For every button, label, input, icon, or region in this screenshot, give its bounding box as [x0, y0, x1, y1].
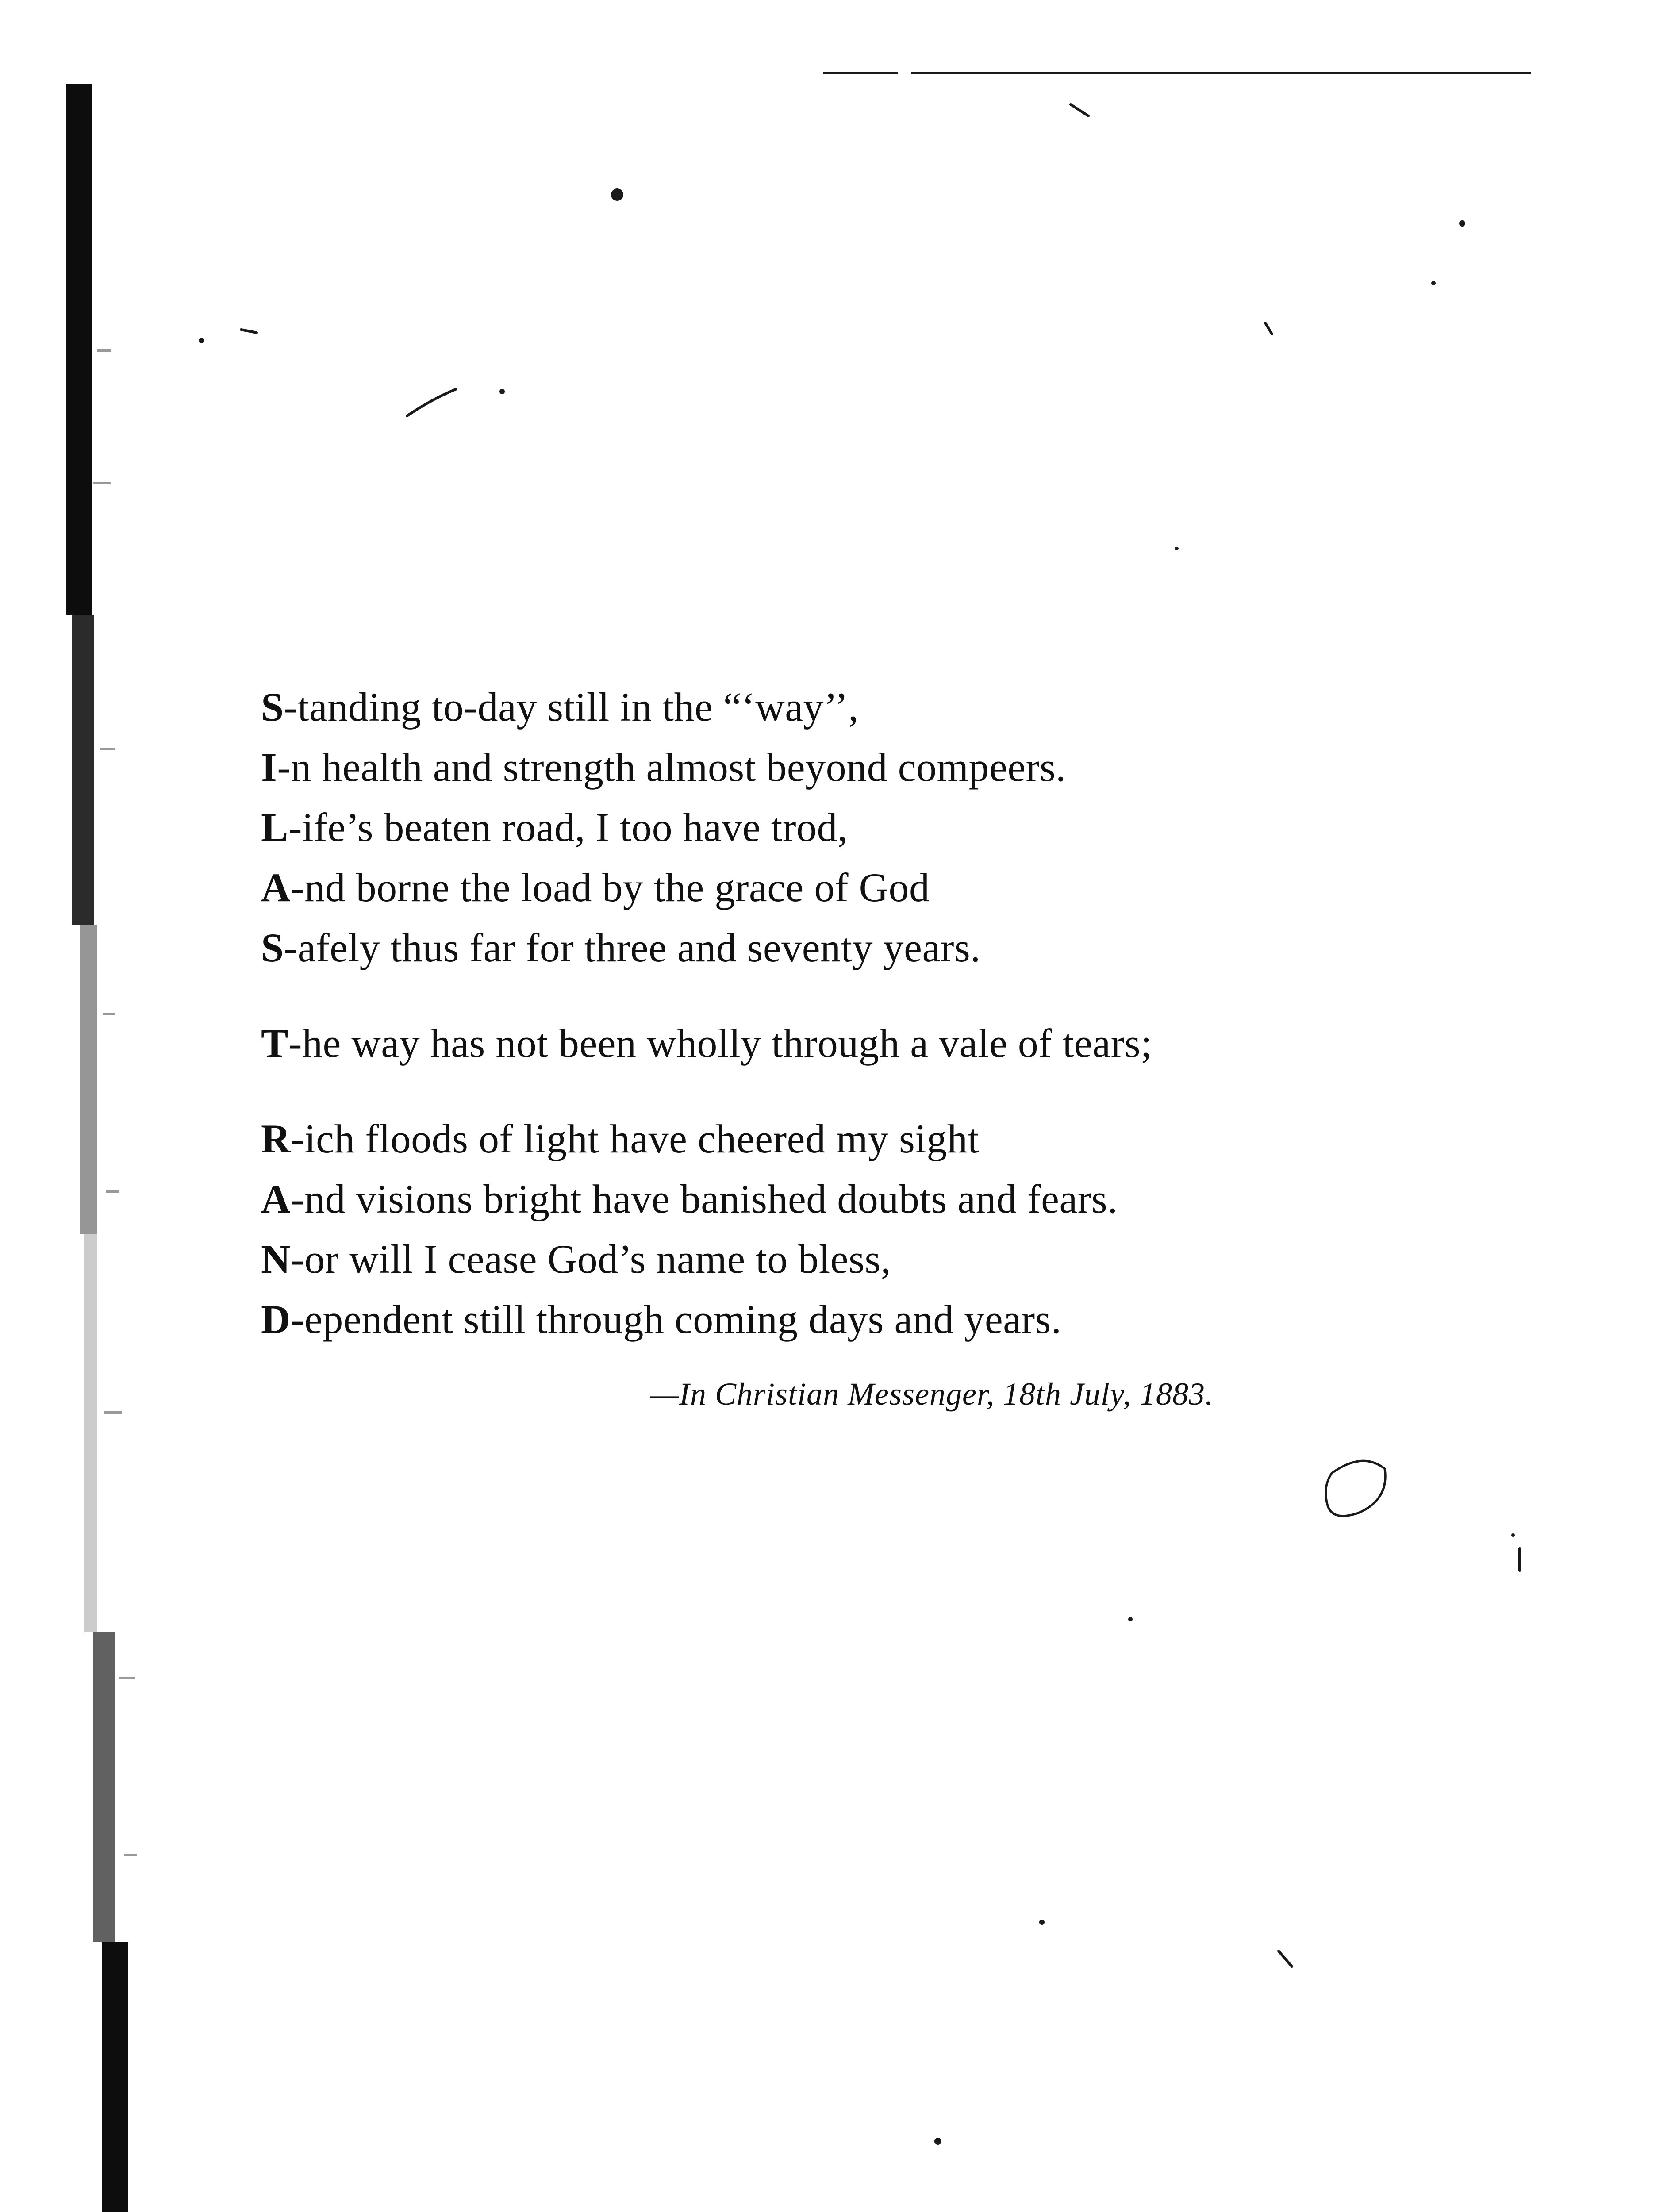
- line-text: -ependent still through coming days and years.: [290, 1297, 1062, 1342]
- line-text: -he way has not been wholly through a vale of tears;: [288, 1021, 1152, 1066]
- poem-line: [261, 737, 1367, 797]
- line-text: -ich floods of light have cheered my sight: [290, 1116, 980, 1161]
- acrostic-initial: A: [261, 1176, 291, 1221]
- line-text: -or will I cease God’s name to bless,: [290, 1237, 891, 1282]
- poem-line: [261, 677, 1367, 737]
- acrostic-initial: I: [261, 745, 277, 790]
- acrostic-initial: R: [261, 1116, 291, 1161]
- acrostic-initial: D: [261, 1297, 291, 1342]
- binding-shadow: [66, 84, 164, 2212]
- acrostic-initial: N: [261, 1237, 291, 1282]
- top-rule-segment: [823, 72, 898, 74]
- acrostic-initial: L: [261, 805, 288, 850]
- poem-stanza: [261, 1013, 1367, 1073]
- poem-line: [261, 1289, 1367, 1349]
- poem-line: [261, 1229, 1367, 1289]
- acrostic-initial: S: [261, 925, 284, 970]
- line-text: -ife’s beaten road, I too have trod,: [288, 805, 848, 850]
- line-text: -afely thus far for three and seventy years.: [284, 925, 981, 970]
- poem-line: [261, 1109, 1367, 1169]
- acrostic-poem: [261, 677, 1367, 1349]
- acrostic-initial: A: [261, 865, 291, 910]
- poem-stanza: [261, 1109, 1367, 1349]
- attribution: —In Christian Messenger, 18th July, 1883.: [650, 1376, 1214, 1412]
- poem-line: [261, 1013, 1367, 1073]
- top-rule: [911, 72, 1531, 74]
- poem-line: [261, 797, 1367, 857]
- poem-line: [261, 1169, 1367, 1229]
- acrostic-initial: T: [261, 1021, 288, 1066]
- poem-line: [261, 857, 1367, 918]
- line-text: -nd borne the load by the grace of God: [290, 865, 930, 910]
- acrostic-initial: S: [261, 684, 284, 730]
- poem-line: [261, 918, 1367, 978]
- poem-stanza: [261, 677, 1367, 978]
- line-text: -nd visions bright have banished doubts and fears.: [290, 1176, 1118, 1221]
- line-text: -tanding to-day still in the “‘way’’,: [284, 684, 859, 730]
- line-text: -n health and strength almost beyond compeers.: [277, 745, 1066, 790]
